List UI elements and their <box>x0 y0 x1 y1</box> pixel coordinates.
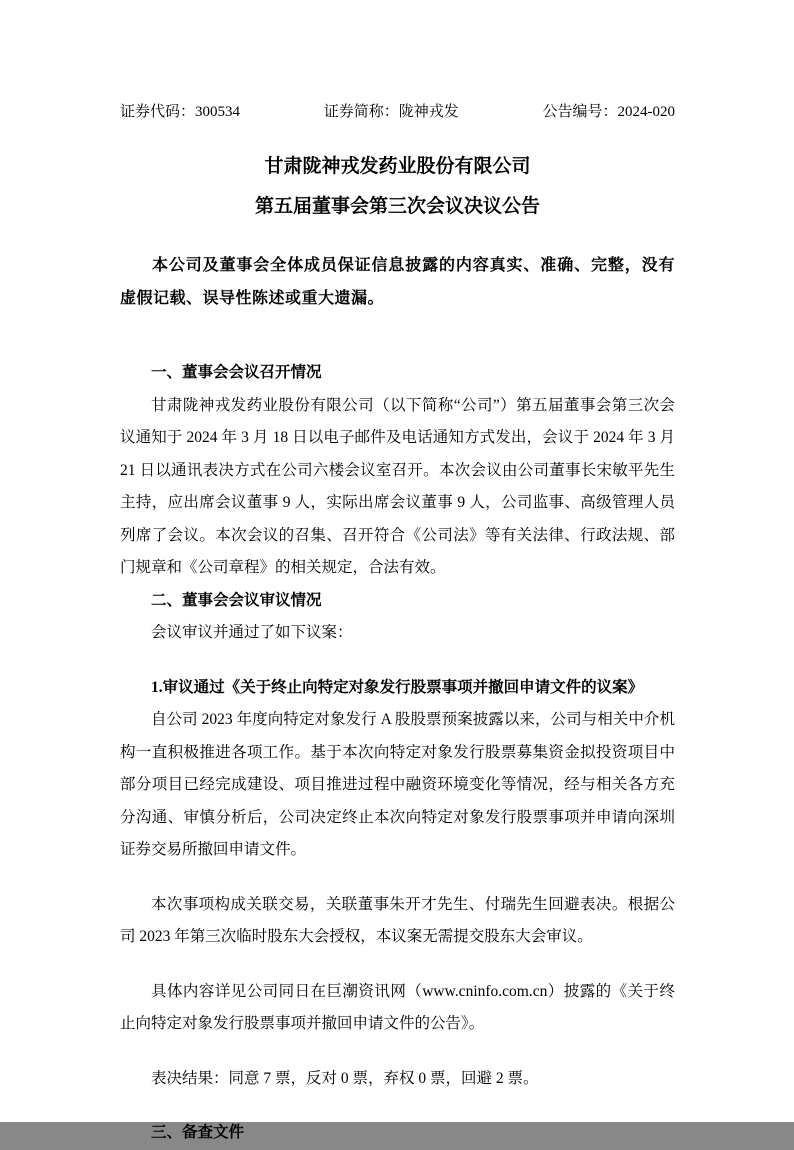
document-header <box>120 100 675 121</box>
section-2-intro: 会议审议并通过了如下议案： <box>151 624 353 641</box>
section-1-paragraph: 甘肃陇神戎发药业股份有限公司（以下简称“公司”）第五届董事会第三次会议通知于 2024 年 3 月 18 日以电子邮件及电话通知方式发出，会议于 2024 年 3 月 21 日以通讯表决方式在公司六楼会议室召开。本次会议由公司董事长宋敏平先生主持，应出席会议董事 9 人，实际出席会议董事 9 人，公司监事、高级管理人员列席了会议。本次会议的召集、召开符合《公司法》等有关法律、行政法规、部门规章和《公司章程》的相关规定，合法有效。 <box>120 396 675 576</box>
section-2-heading: 二、董事会会议审议情况 <box>151 591 322 609</box>
proposal-1-paragraph-3: 具体内容详见公司同日在巨潮资讯网（www.cninfo.com.cn）披露的《关于终止向特定对象发行股票事项并撤回申请文件的公告》。 <box>120 982 675 1032</box>
proposal-1-paragraph-1: 自公司 2023 年度向特定对象发行 A 股股票预案披露以来，公司与相关中介机构一直积极推进各项工作。基于本次向特定对象发行股票募集资金拟投资项目中部分项目已经完成建设、项目推进过程中融资环境变化等情况，经与相关各方充分沟通、审慎分析后，公司决定终止本次向特定对象发行股票事项并申请向深圳证券交易所撤回申请文件。 <box>120 711 675 858</box>
title-line-2: 第五届董事会第三次会议决议公告 <box>254 196 540 217</box>
truthfulness-declaration: 本公司及董事会全体成员保证信息披露的内容真实、准确、完整，没有虚假记载、误导性陈述或重大遗漏。 <box>120 257 675 307</box>
stock-code: 证券代码：300534 <box>120 104 241 120</box>
proposal-1-paragraph-2: 本次事项构成关联交易，关联董事朱开才先生、付瑞先生回避表决。根据公司 2023 年第三次临时股东大会授权，本议案无需提交股东大会审议。 <box>120 895 675 945</box>
section-1-heading: 一、董事会会议召开情况 <box>151 364 322 381</box>
stock-abbr: 证券简称：陇神戎发 <box>323 104 459 120</box>
announcement-number: 公告编号：2024-020 <box>542 104 675 120</box>
vote-result: 表决结果：同意 7 票，反对 0 票，弃权 0 票，回避 2 票。 <box>151 1069 539 1087</box>
document-title <box>120 147 675 227</box>
title-line-1: 甘肃陇神戎发药业股份有限公司 <box>264 156 531 177</box>
proposal-1-heading: 1.审议通过《关于终止向特定对象发行股票事项并撤回申请文件的议案》 <box>151 678 644 696</box>
section-3-heading: 三、备查文件 <box>151 1124 245 1141</box>
